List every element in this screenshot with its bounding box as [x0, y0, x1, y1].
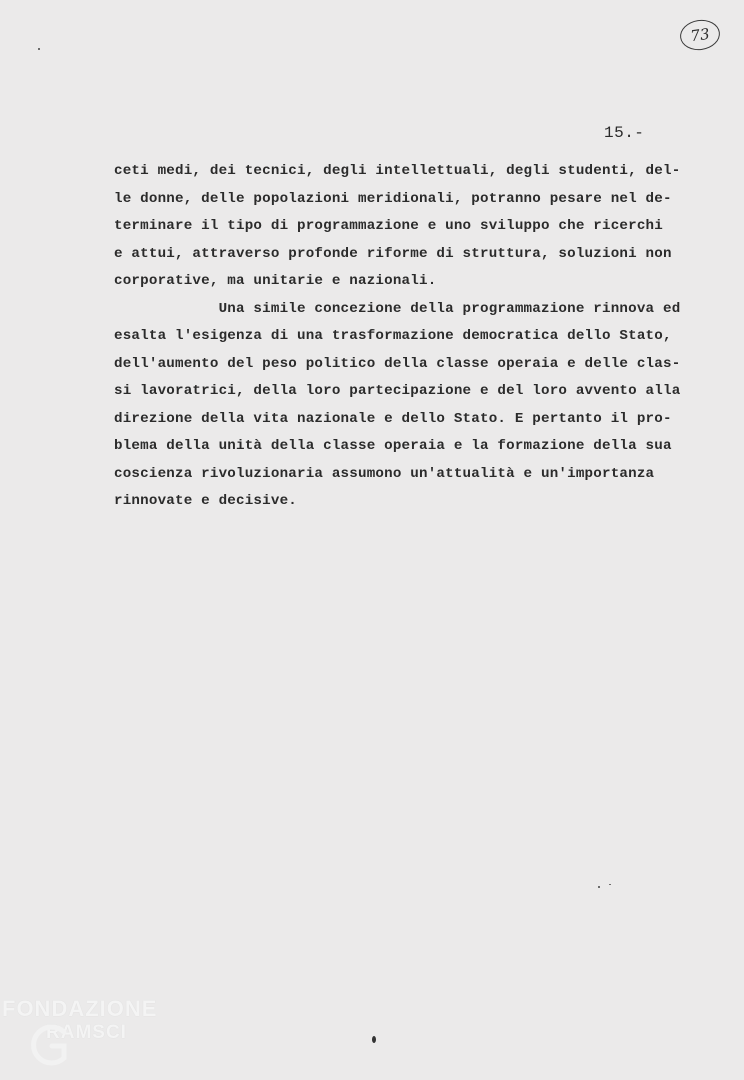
- text-line: blema della unità della classe operaia e la formazione della sua: [114, 438, 672, 454]
- watermark-line-2: RAMSCI: [46, 1022, 127, 1043]
- text-line: direzione della vita nazionale e dello Stato. E pertanto il pro-: [114, 410, 672, 427]
- watermark-line-1: FONDAZIONE: [2, 996, 158, 1021]
- ink-speck: [38, 48, 40, 50]
- text-line: coscienza rivoluzionaria assumono un'attualità e un'importanza: [114, 465, 655, 482]
- page-number: 15.-: [604, 124, 645, 142]
- ink-speck: [609, 884, 611, 885]
- text-line: Una simile concezione della programmazione rinnova ed: [114, 300, 681, 317]
- ink-speck: [372, 1036, 376, 1043]
- typed-paragraph: [114, 158, 704, 516]
- text-line: terminare il tipo di programmazione e uno sviluppo che ricerchi: [114, 218, 663, 234]
- text-line: le donne, delle popolazioni meridionali, potranno pesare nel de-: [114, 190, 672, 207]
- archive-number-stamp: 73: [678, 17, 722, 52]
- text-line: dell'aumento del peso politico della classe operaia e delle clas-: [114, 355, 681, 372]
- text-line: corporative, ma unitarie e nazionali.: [114, 273, 437, 289]
- gramsci-g-logo-icon: [30, 1018, 70, 1068]
- text-line: ceti medi, dei tecnici, degli intellettuali, degli studenti, del-: [114, 163, 681, 179]
- text-line: esalta l'esigenza di una trasformazione democratica dello Stato,: [114, 328, 672, 344]
- fondazione-gramsci-watermark: [2, 996, 192, 1076]
- text-line: si lavoratrici, della loro partecipazione e del loro avvento alla: [114, 383, 681, 399]
- text-line: rinnovate e decisive.: [114, 493, 297, 509]
- text-line: e attui, attraverso profonde riforme di struttura, soluzioni non: [114, 245, 672, 262]
- ink-speck: [598, 886, 600, 888]
